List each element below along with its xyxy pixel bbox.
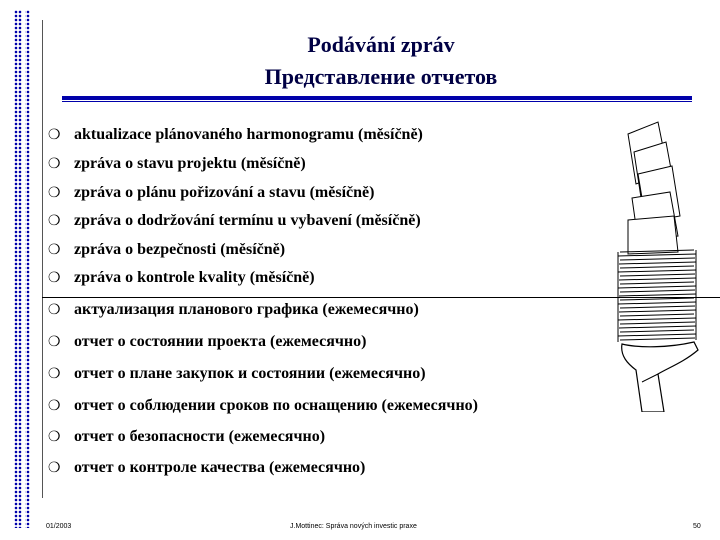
list-item-text: отчет о состоянии проекта (ежемесячно) [74,333,367,350]
list-item-text: zpráva o dodržování termínu u vybavení (měsíčně) [74,212,421,229]
list-item-text: отчет о соблюдении сроков по оснащению (ежемесячно) [74,397,478,414]
list-item [48,428,325,446]
list-item [48,397,478,415]
list-item [48,155,306,173]
bullet-icon: ❍ [48,185,61,201]
list-item-text: zpráva o stavu projektu (měsíčně) [74,155,306,172]
list-item [48,126,423,144]
list-item [48,459,365,477]
stack-of-papers-hand-icon [598,112,710,412]
list-item [48,184,374,202]
title-underline [62,96,692,100]
list-item-text: aktualizace plánovaného harmonogramu (měsíčně) [74,126,423,143]
list-item-text: актуализация планового графика (ежемесячно) [74,301,419,318]
bullet-icon: ❍ [48,127,61,143]
bullet-icon: ❍ [48,398,61,414]
bullet-icon: ❍ [48,242,61,258]
page-number: 50 [693,523,701,530]
list-item-text: zpráva o plánu pořizování a stavu (měsíčně) [74,184,375,201]
bullet-icon: ❍ [48,213,61,229]
footer-date: 01/2003 [46,523,72,530]
list-item [48,241,285,259]
list-item-text: zpráva o bezpečnosti (měsíčně) [74,241,286,258]
bullet-icon: ❍ [48,460,61,476]
page-title-czech: Podávání zpráv [307,32,455,57]
bullet-icon: ❍ [48,270,61,286]
bullet-icon: ❍ [48,334,61,350]
bullet-icon: ❍ [48,429,61,445]
list-item [48,301,419,319]
list-item [48,333,366,351]
list-item [48,212,421,230]
list-item-text: zpráva o kontrole kvality (měsíčně) [74,269,315,286]
list-item-text: отчет о плане закупок и состоянии (ежемесячно) [74,365,426,382]
title-underline-thin [62,101,692,102]
footer-author: J.Mottinec: Správa nových investic praxe [290,523,417,530]
list-item-text: отчет о контроле качества (ежемесячно) [74,459,366,476]
bullet-icon: ❍ [48,366,61,382]
bullet-icon: ❍ [48,302,61,318]
list-item [48,269,315,287]
decorative-border-gap [22,10,25,528]
frame-line [42,20,43,498]
list-item-text: отчет о безопасности (ежемесячно) [74,428,326,445]
list-item [48,365,426,383]
bullet-icon: ❍ [48,156,61,172]
page-title-russian: Представление отчетов [264,64,498,89]
